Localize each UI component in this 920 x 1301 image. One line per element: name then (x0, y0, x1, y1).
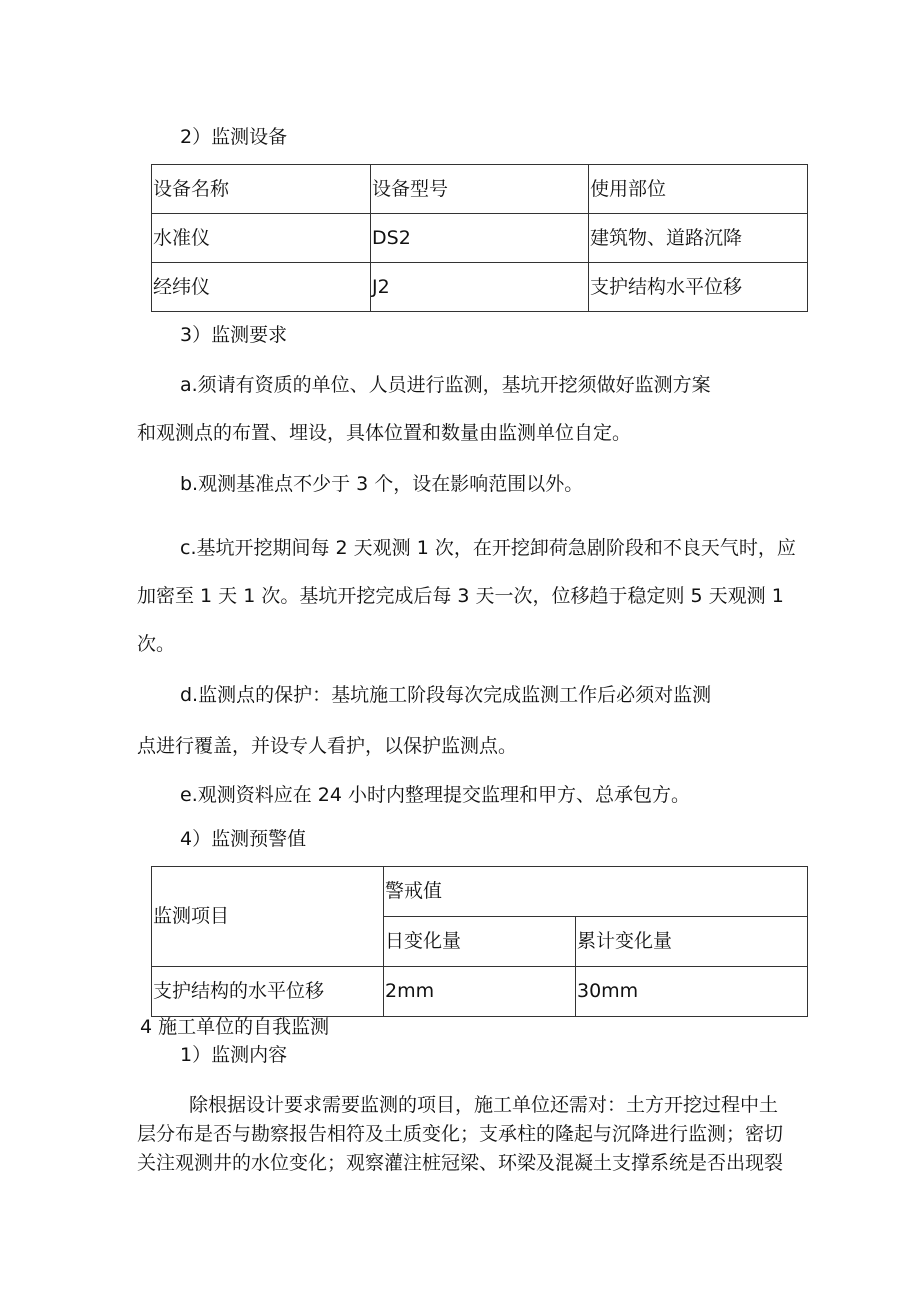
header-cell: 使用部位 (589, 165, 808, 214)
table-cell: DS2 (371, 214, 589, 263)
requirements-heading: 3）监测要求 (180, 324, 288, 346)
requirement-a-line1: a.须请有资质的单位、人员进行监测，基坑开挖须做好监测方案 (180, 374, 711, 396)
table-cell: 支护结构水平位移 (589, 263, 808, 312)
content-paragraph-line1: 除根据设计要求需要监测的项目，施工单位还需对：土方开挖过程中土 (189, 1094, 779, 1116)
table-cell: 2mm (384, 967, 576, 1017)
content-paragraph-line2: 层分布是否与勘察报告相符及土质变化；支承柱的隆起与沉降进行监测；密切 (137, 1123, 784, 1145)
requirement-b: b.观测基准点不少于 3 个，设在影响范围以外。 (180, 473, 584, 495)
table-header-row (152, 867, 808, 917)
table-cell: J2 (371, 263, 589, 312)
requirement-d-line1: d.监测点的保护：基坑施工阶段每次完成监测工作后必须对监测 (180, 684, 712, 706)
requirement-d-line2: 点进行覆盖，并设专人看护，以保护监测点。 (137, 735, 518, 757)
content-paragraph-line3: 关注观测井的水位变化；观察灌注桩冠梁、环梁及混凝土支撑系统是否出现裂 (137, 1152, 784, 1174)
cumulative-change-header: 累计变化量 (576, 917, 808, 967)
table-cell: 水准仪 (152, 214, 371, 263)
equipment-table (151, 164, 808, 312)
table-header-row (152, 165, 808, 214)
warning-table (151, 866, 808, 1017)
monitoring-item-header: 监测项目 (152, 867, 384, 967)
warning-value-header: 警戒值 (384, 867, 808, 917)
header-cell: 设备名称 (152, 165, 371, 214)
table-cell: 建筑物、道路沉降 (589, 214, 808, 263)
requirement-c-line2: 加密至 1 天 1 次。基坑开挖完成后每 3 天一次，位移趋于稳定则 5 天观测 1 (137, 585, 784, 607)
header-cell: 设备型号 (371, 165, 589, 214)
requirement-e: e.观测资料应在 24 小时内整理提交监理和甲方、总承包方。 (180, 784, 690, 806)
requirement-a-line2: 和观测点的布置、埋设，具体位置和数量由监测单位自定。 (137, 422, 632, 444)
table-row (152, 967, 808, 1017)
requirement-c-line1: c.基坑开挖期间每 2 天观测 1 次，在开挖卸荷急剧阶段和不良天气时，应 (180, 537, 796, 559)
equipment-heading: 2）监测设备 (180, 126, 288, 148)
self-monitoring-heading: 4 施工单位的自我监测 (140, 1016, 330, 1038)
daily-change-header: 日变化量 (384, 917, 576, 967)
table-cell: 30mm (576, 967, 808, 1017)
warning-heading: 4）监测预警值 (180, 828, 307, 850)
table-cell: 经纬仪 (152, 263, 371, 312)
table-row (152, 263, 808, 312)
table-cell: 支护结构的水平位移 (152, 967, 384, 1017)
requirement-c-line3: 次。 (137, 633, 176, 655)
content-heading: 1）监测内容 (180, 1044, 288, 1066)
table-row (152, 214, 808, 263)
